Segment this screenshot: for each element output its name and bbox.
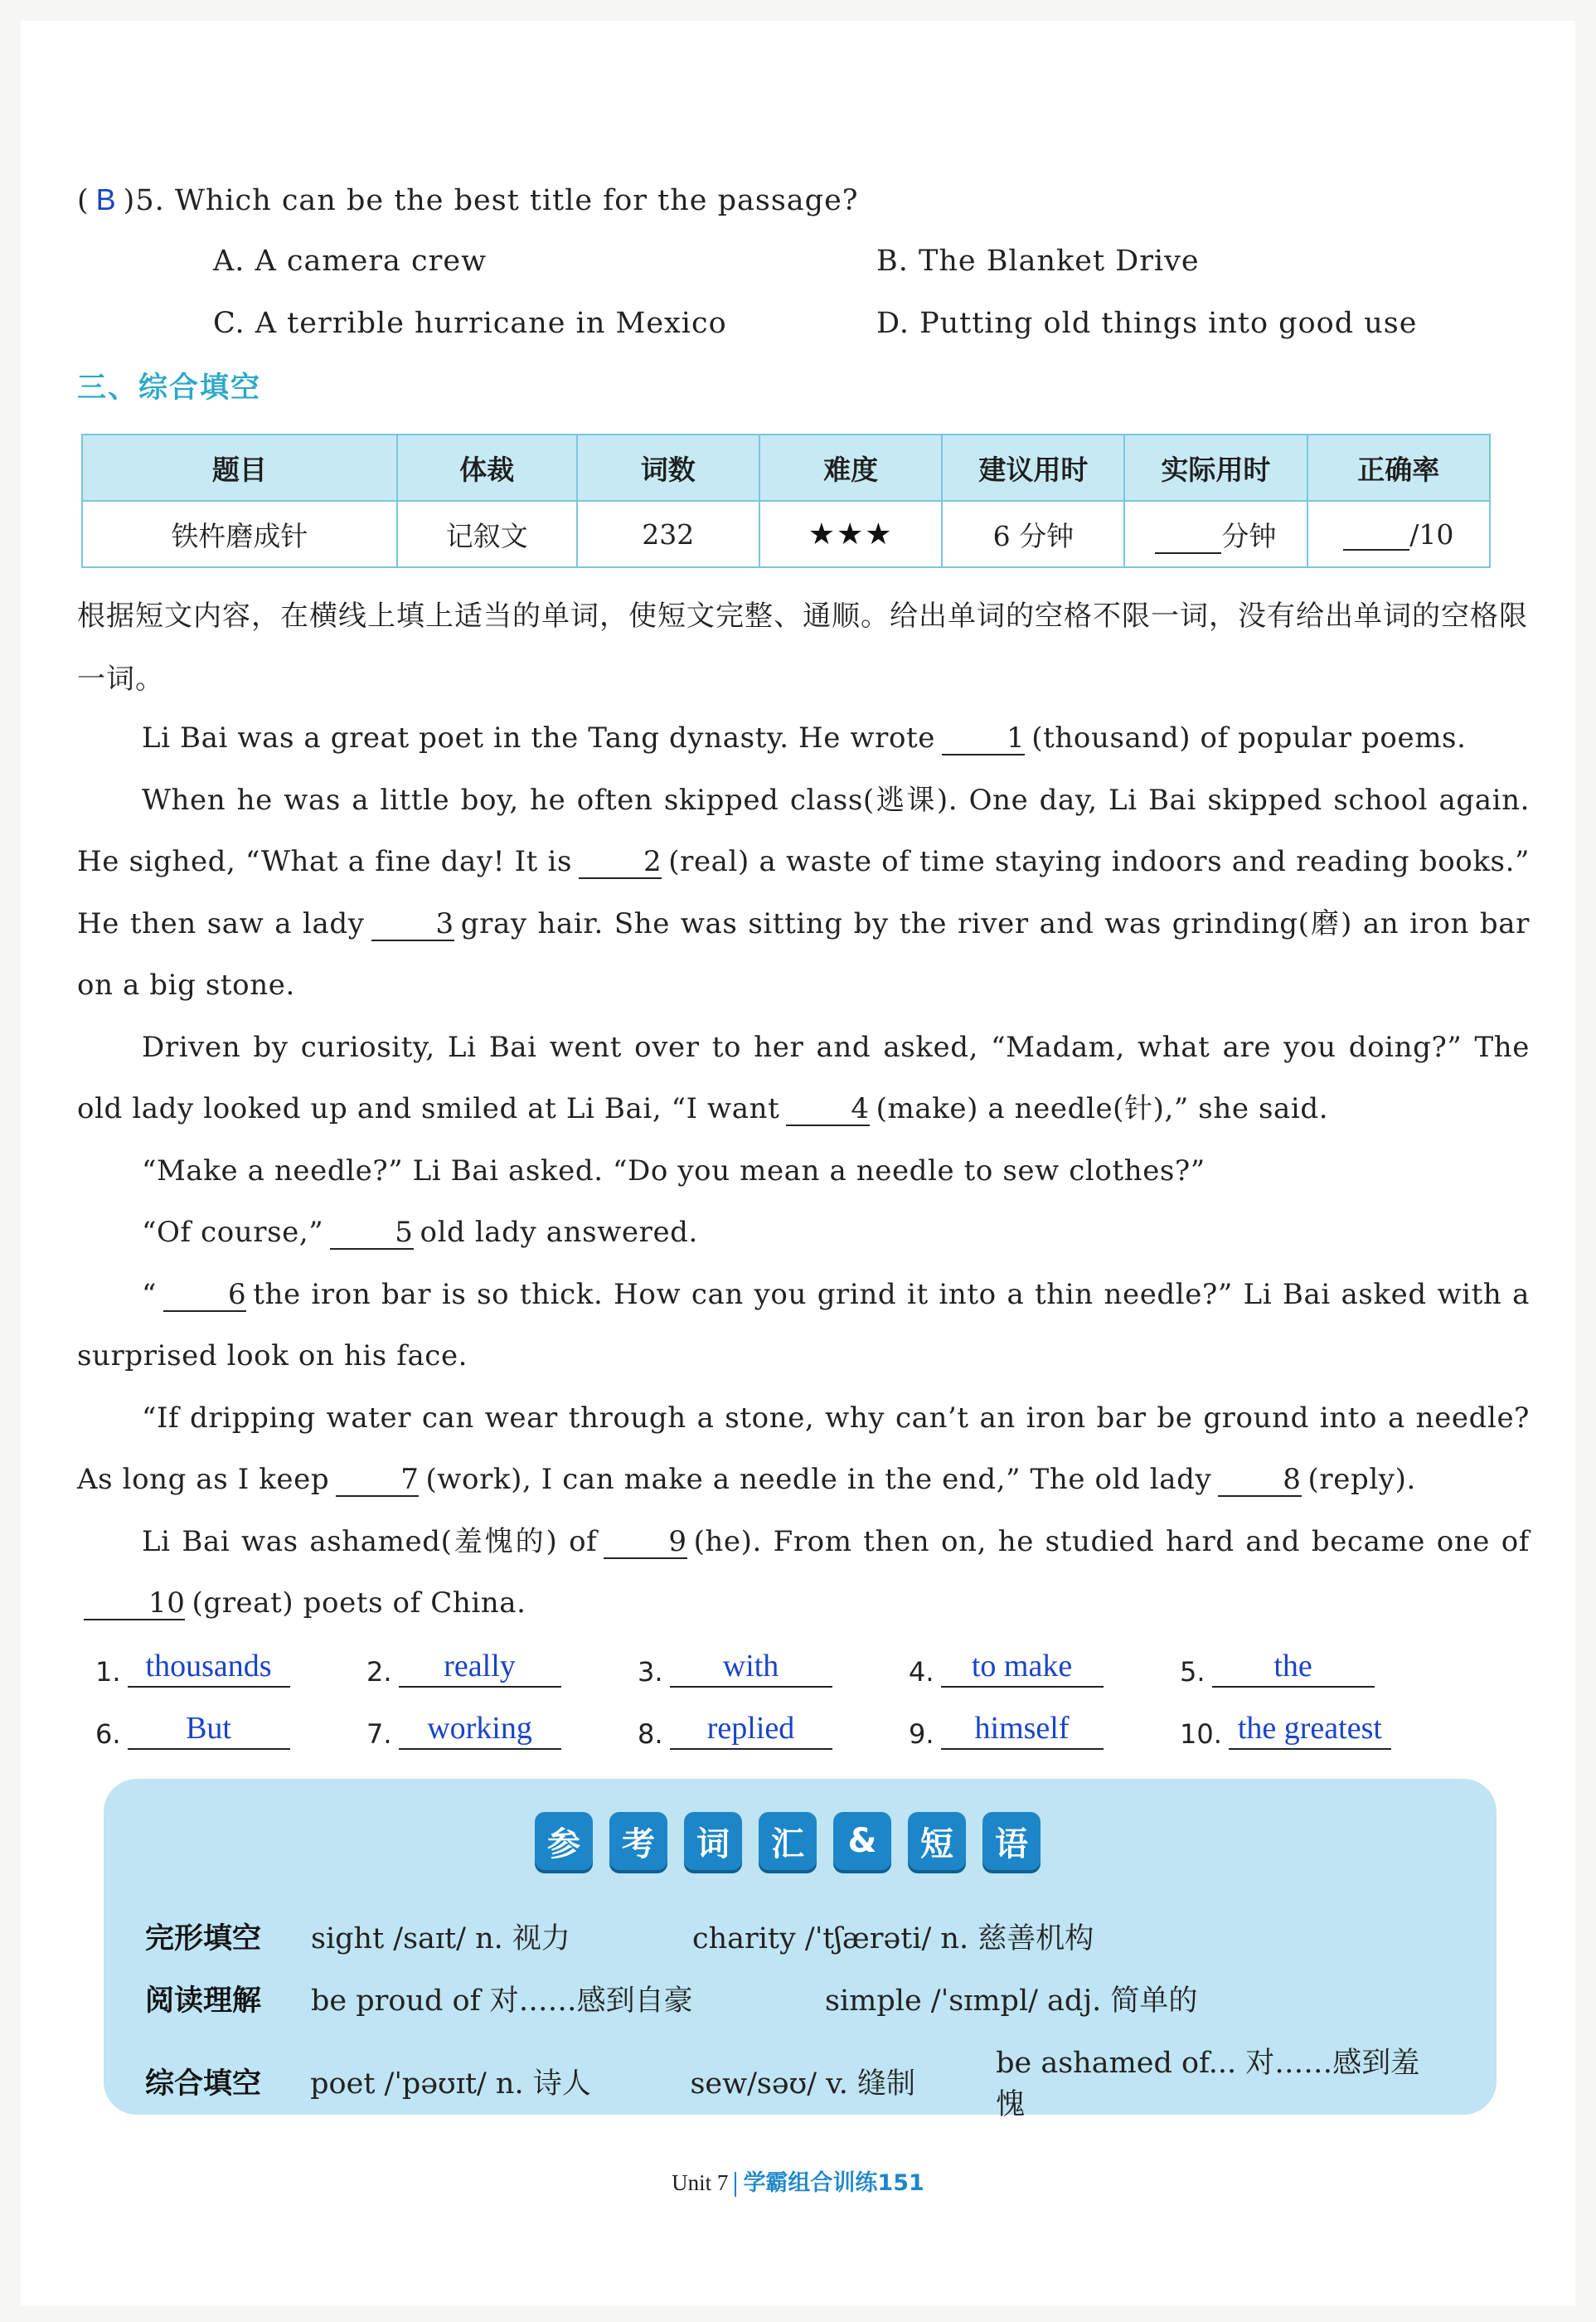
paragraph-5	[77, 1202, 1530, 1264]
p2-text-c: gray hair. She was sitting by the river and was grinding(磨) an iron bar on a big stone.	[77, 906, 1530, 1002]
p5-text-a: “Of course,”	[142, 1216, 324, 1249]
answer-number: 3.	[638, 1656, 663, 1688]
vocab-item: be proud of 对……感到自豪	[311, 1984, 693, 2018]
p3-text-a: Driven by curiosity, Li Bai went over to her and asked, “Madam, what are you doing?” The old lady looked up and smiled at Li Bai, “I want	[77, 1030, 1530, 1125]
answer-item	[909, 1646, 1180, 1688]
vocab-badge: 短	[908, 1812, 966, 1870]
vocab-badge: 汇	[759, 1812, 817, 1870]
answer-number: 4.	[909, 1656, 934, 1688]
actual-time-unit: 分钟	[1221, 519, 1277, 552]
paragraph-1	[77, 707, 1530, 770]
vocab-badge: 参	[535, 1812, 593, 1870]
answer-value[interactable]: to make	[941, 1646, 1104, 1688]
header-difficulty: 难度	[759, 435, 943, 501]
vocab-heading	[535, 1812, 1041, 1870]
answer-item	[1180, 1646, 1451, 1688]
q5-paren-open: (	[77, 184, 90, 217]
header-words: 词数	[577, 435, 759, 501]
vocab-row-cloze	[145, 1916, 1143, 1957]
vocab-badge: 词	[684, 1812, 742, 1870]
q5-option-d: D. Putting old things into good use	[876, 307, 1418, 340]
info-table-row	[82, 501, 1490, 567]
vocab-item: poet /ˈpəʊɪt/ n. 诗人	[310, 2067, 591, 2101]
vocab-badge: &	[833, 1812, 891, 1870]
answer-number: 1.	[95, 1656, 121, 1688]
answer-number: 8.	[638, 1718, 663, 1750]
answer-number: 7.	[366, 1718, 392, 1750]
header-accuracy: 正确率	[1307, 435, 1490, 501]
p7-text-c: (reply).	[1307, 1463, 1416, 1496]
answer-number: 9.	[909, 1718, 934, 1750]
answer-value[interactable]: the	[1212, 1646, 1375, 1688]
answer-value[interactable]: replied	[670, 1708, 832, 1750]
vocab-item: simple /ˈsɪmpl/ adj. 简单的	[825, 1984, 1198, 2018]
actual-time-blank[interactable]	[1155, 527, 1221, 554]
footer-unit: Unit 7	[672, 2170, 729, 2195]
answer-item	[366, 1708, 638, 1750]
vocab-item: sight /saɪt/ n. 视力	[311, 1922, 570, 1955]
gap-9: 9	[604, 1526, 686, 1559]
gap-5: 5	[330, 1217, 413, 1250]
answer-item	[95, 1708, 366, 1750]
header-genre: 体裁	[397, 435, 577, 501]
gap-10: 10	[84, 1587, 185, 1620]
q5-paren-close: )	[123, 184, 136, 217]
vocab-badge: 语	[982, 1812, 1041, 1870]
vocab-row-label: 综合填空	[145, 2067, 262, 2101]
header-actual-time: 实际用时	[1124, 435, 1307, 501]
q5-option-b: B. The Blanket Drive	[876, 245, 1200, 278]
answer-number: 5.	[1180, 1656, 1205, 1688]
vocab-panel	[104, 1779, 1497, 2121]
answer-row	[95, 1688, 1521, 1750]
cell-genre: 记叙文	[397, 501, 577, 567]
answer-value[interactable]: But	[128, 1708, 290, 1750]
answer-value[interactable]: himself	[941, 1708, 1104, 1750]
p8-text-b: (he). From then on, he studied hard and became one of	[693, 1524, 1530, 1558]
p7-text-a: “If dripping water can wear through a stone, why can’t an iron bar be ground into a needle? As long as I keep	[77, 1401, 1530, 1496]
answer-item	[638, 1708, 909, 1750]
gap-8: 8	[1218, 1464, 1301, 1497]
header-title: 题目	[82, 435, 397, 501]
vocab-row-label: 完形填空	[145, 1922, 262, 1955]
paragraph-7	[77, 1387, 1530, 1511]
paragraph-6	[77, 1264, 1530, 1387]
accuracy-blank[interactable]	[1343, 524, 1409, 551]
answer-value[interactable]: with	[670, 1646, 832, 1688]
answer-item	[95, 1646, 366, 1688]
cell-accuracy[interactable]	[1307, 501, 1490, 567]
answer-value[interactable]: the greatest	[1229, 1708, 1391, 1750]
page	[21, 21, 1575, 2305]
header-suggested-time: 建议用时	[942, 435, 1124, 501]
vocab-row-label: 阅读理解	[145, 1984, 262, 2018]
vocab-row-reading	[145, 1978, 1247, 2019]
gap-3: 3	[371, 908, 454, 941]
q5-option-a: A. A camera crew	[213, 245, 488, 278]
answer-item	[366, 1646, 638, 1688]
info-table	[81, 434, 1491, 568]
cell-actual-time[interactable]	[1124, 501, 1307, 567]
passage	[77, 707, 1530, 1635]
cell-difficulty-stars: ★★★	[759, 501, 943, 567]
section-title: 三、综合填空	[77, 372, 262, 405]
answer-number: 2.	[366, 1656, 392, 1688]
q5-answer: B	[95, 182, 117, 216]
cell-title: 铁杵磨成针	[82, 501, 397, 567]
answer-item	[1180, 1708, 1451, 1750]
answer-grid	[95, 1625, 1521, 1750]
q5-option-c: C. A terrible hurricane in Mexico	[213, 307, 727, 340]
vocab-item: charity /ˈtʃærəti/ n. 慈善机构	[692, 1922, 1094, 1955]
accuracy-suffix: /10	[1409, 517, 1454, 551]
question-5	[77, 182, 859, 217]
gap-1: 1	[942, 722, 1025, 755]
answer-number: 6.	[95, 1718, 121, 1750]
answer-item	[638, 1646, 909, 1688]
vocab-row-fill	[145, 2040, 1497, 2123]
p6-text-a: “	[142, 1277, 157, 1311]
vocab-badge: 考	[609, 1812, 667, 1870]
q5-stem: 5. Which can be the best title for the passage?	[135, 184, 859, 217]
gap-7: 7	[336, 1464, 419, 1497]
paragraph-2	[77, 770, 1530, 1017]
answer-value[interactable]: really	[399, 1646, 561, 1688]
cell-words: 232	[577, 501, 759, 567]
p3-text-b: (make) a needle(针),” she said.	[876, 1092, 1329, 1125]
p8-text-a: Li Bai was ashamed(羞愧的) of	[142, 1524, 598, 1558]
answer-number: 10.	[1180, 1718, 1222, 1750]
answer-value[interactable]: thousands	[128, 1646, 290, 1688]
gap-2: 2	[579, 846, 662, 879]
paragraph-3	[77, 1017, 1530, 1140]
paragraph-4: “Make a needle?” Li Bai asked. “Do you mean a needle to sew clothes?”	[142, 1154, 1205, 1188]
footer-divider	[735, 2172, 736, 2197]
page-footer	[21, 2164, 1575, 2197]
instruction: 根据短文内容，在横线上填上适当的单词，使短文完整、通顺。给出单词的空格不限一词，没有给出单词的空格限一词。	[77, 600, 1528, 696]
p2-text-a: When he was a little boy, he often skipped class(逃课). One day, Li Bai skipped school again. He sighed, “What a fine day! It is	[77, 783, 1530, 878]
vocab-item: be ashamed of... 对……感到羞愧	[996, 2047, 1420, 2121]
cell-suggested-time: 6 分钟	[942, 501, 1124, 567]
paragraph-8	[77, 1511, 1530, 1635]
gap-4: 4	[786, 1093, 869, 1126]
p5-text-b: old lady answered.	[420, 1216, 698, 1249]
p8-text-c: (great) poets of China.	[192, 1586, 526, 1620]
answer-item	[909, 1708, 1180, 1750]
p2-text-b: (real) a waste of time staying indoors and reading books.” He then saw a lady	[77, 845, 1530, 940]
info-table-header-row	[82, 435, 1490, 501]
answer-value[interactable]: working	[399, 1708, 561, 1750]
p1-text-b: (thousand) of popular poems.	[1031, 721, 1467, 755]
vocab-item: sew/səʊ/ v. 缝制	[690, 2067, 916, 2101]
p6-text-b: the iron bar is so thick. How can you grind it into a thin needle?” Li Bai asked with a surprised look on his face.	[77, 1277, 1530, 1372]
gap-6: 6	[163, 1279, 246, 1312]
answer-row	[95, 1625, 1521, 1688]
p1-text-a: Li Bai was a great poet in the Tang dynasty. He wrote	[142, 721, 936, 755]
footer-brand: 学霸组合训练151	[743, 2170, 924, 2196]
p7-text-b: (work), I can make a needle in the end,” The old lady	[425, 1463, 1212, 1496]
